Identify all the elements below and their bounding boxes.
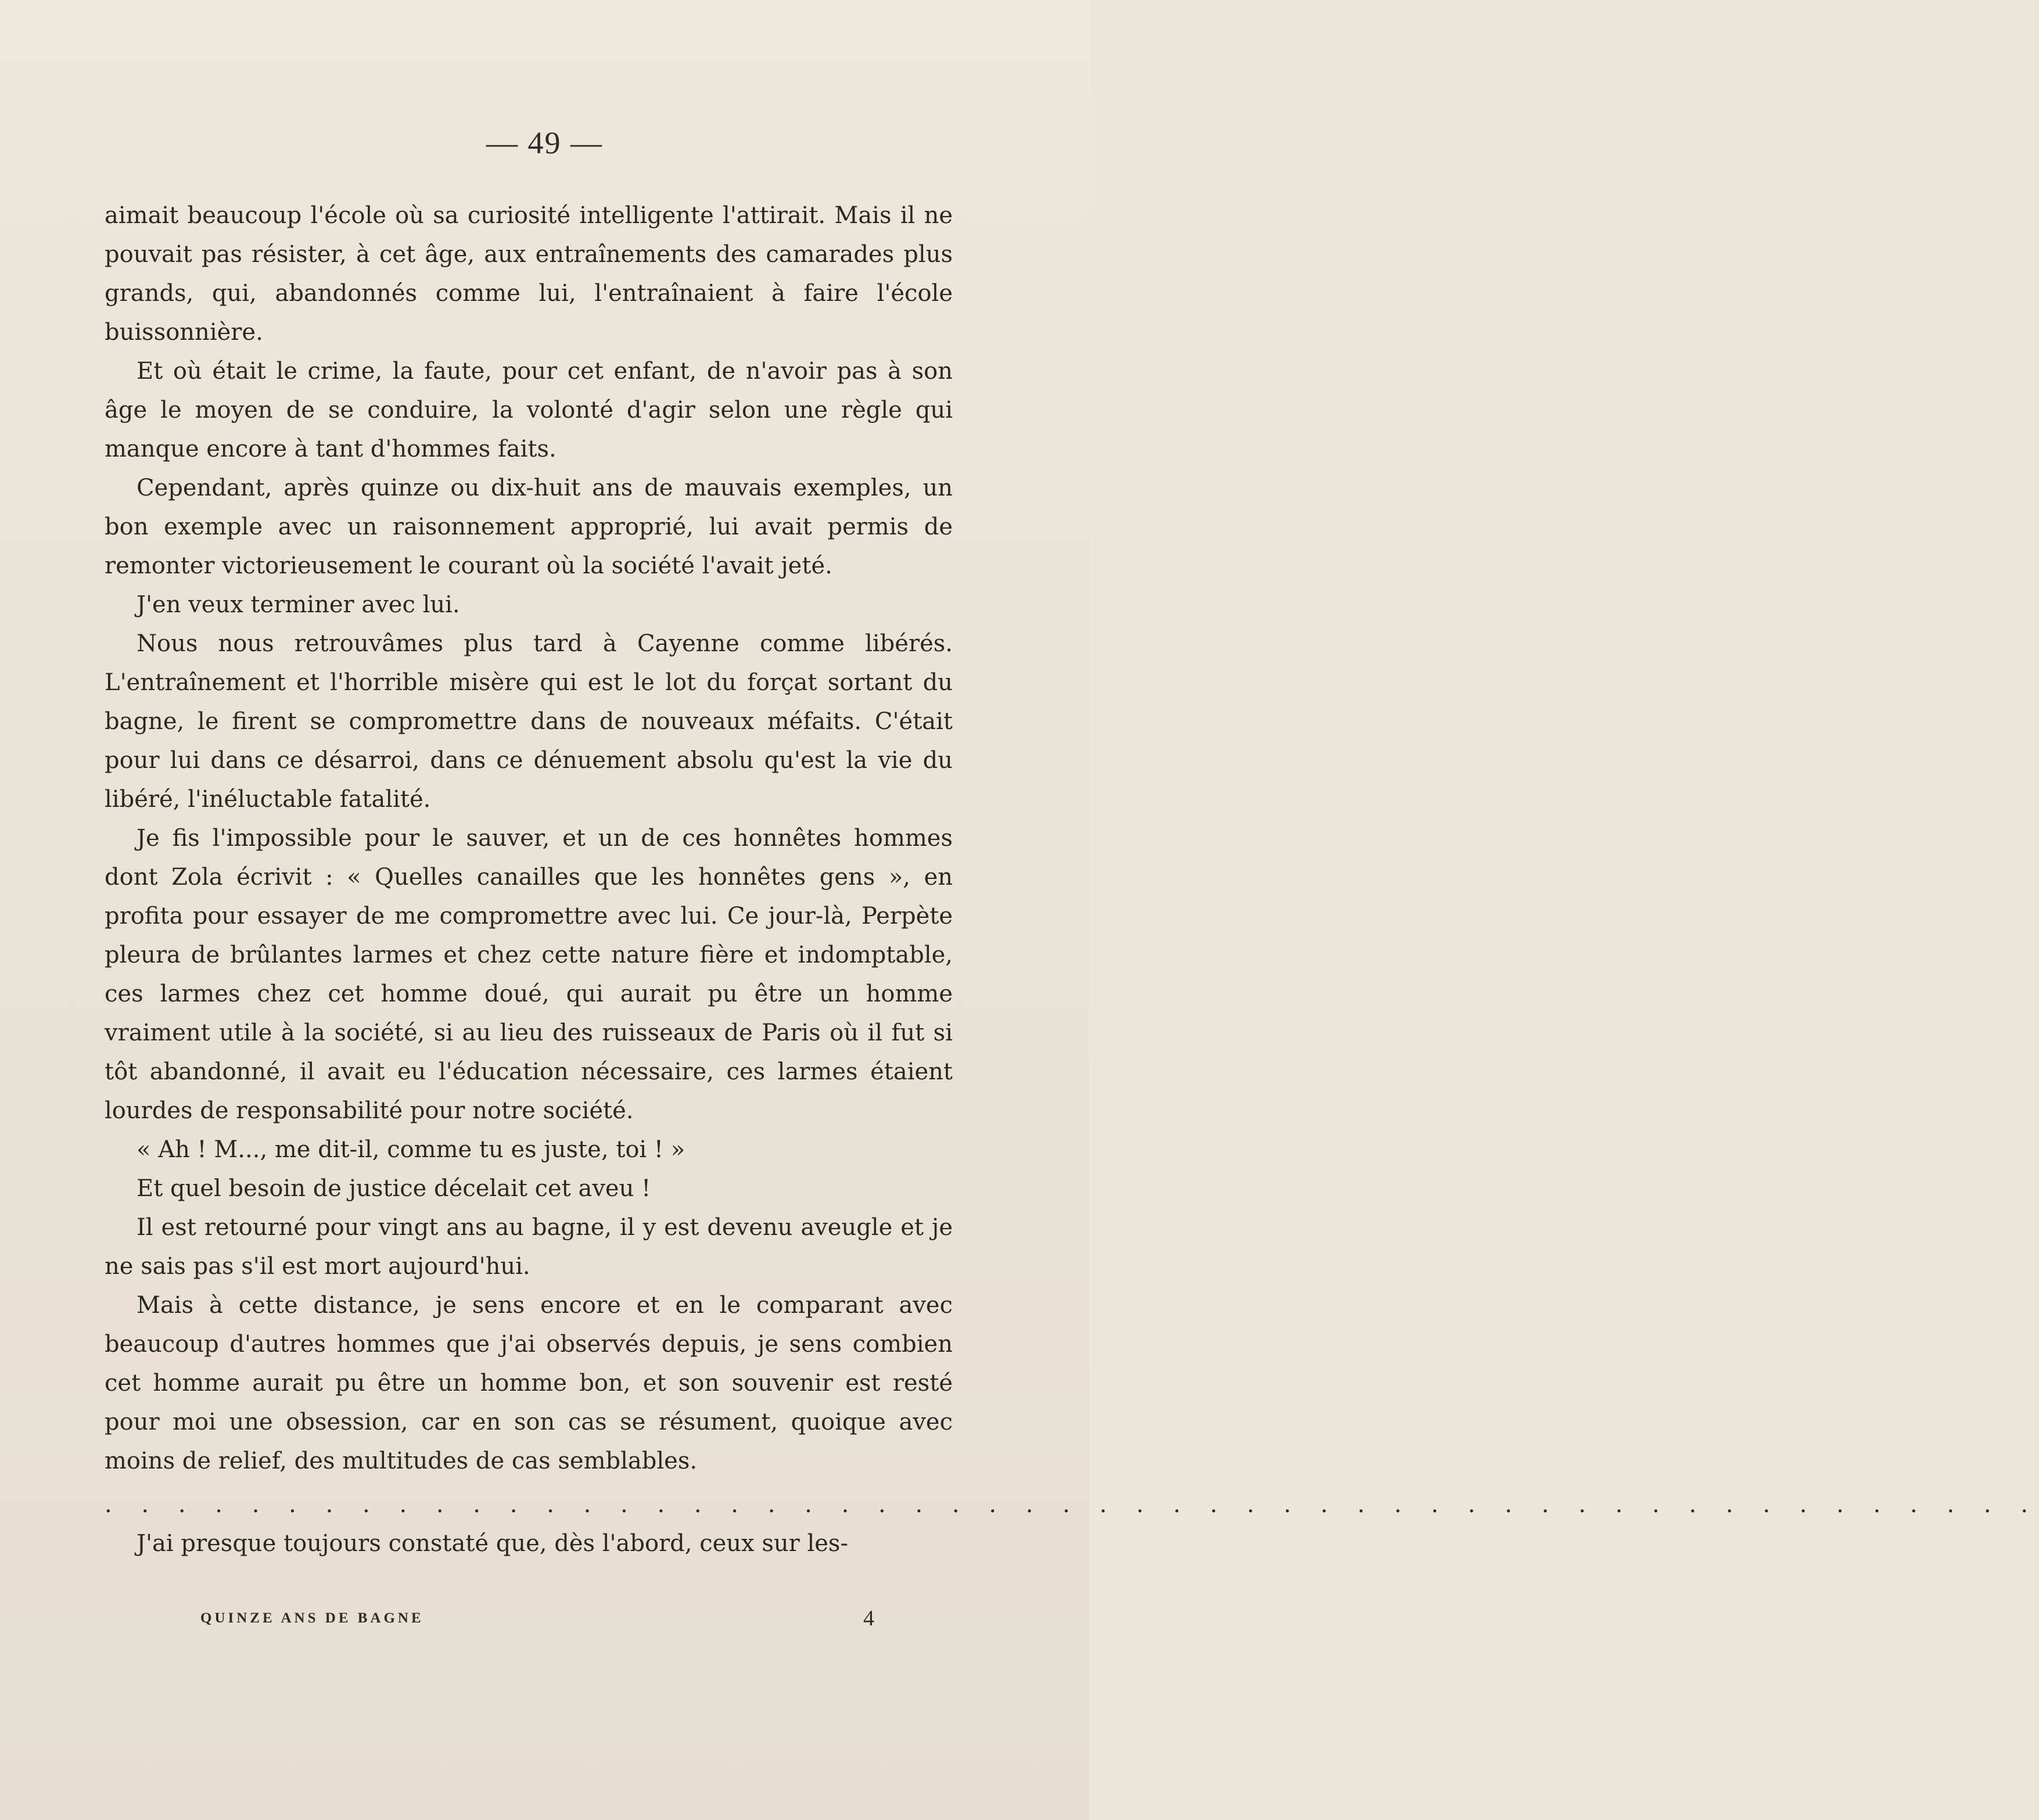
sheet-number: 4 [863, 1606, 874, 1631]
body-text [105, 196, 2039, 1563]
paragraph: J'en veux terminer avec lui. [137, 591, 460, 618]
paragraph: aimait beaucoup l'école où sa curiosité intelligente l'attirait. Mais il ne pouvait pas résister, à cet âge, aux entraînements des camarades plus grands, qui, abandonnés comme lui, l'entraînaient à faire l'école buissonnière. [105, 202, 953, 346]
paragraph: Mais à cette distance, je sens encore et en le comparant avec beaucoup d'autres hommes que j'ai observés depuis, je sens combien cet homme aurait pu être un homme bon, et son souvenir est resté pour moi une obsession, car en son cas se résument, quoique avec moins de relief, des multitudes de cas semblables. [105, 1292, 953, 1474]
paragraph: Nous nous retrouvâmes plus tard à Cayenne comme libérés. L'entraînement et l'horrible misère qui est le lot du forçat sortant du bagne, le firent se compromettre dans de nouveaux méfaits. C'était pour lui dans ce désarroi, dans ce dénuement absolu qu'est la vie du libéré, l'inéluctable fatalité. [105, 630, 953, 813]
signature-mark: QUINZE ANS DE BAGNE [200, 1610, 424, 1626]
paragraph: Cependant, après quinze ou dix-huit ans de mauvais exemples, un bon exemple avec un raisonnement approprié, lui avait permis de remonter victorieusement le courant où la société l'avait jeté. [105, 475, 953, 579]
paragraph: Et quel besoin de justice décelait cet aveu ! [137, 1175, 651, 1202]
paragraph: Je fis l'impossible pour le sauver, et un de ces honnêtes hommes dont Zola écrivit : « Quelles canailles que les honnêtes gens », en profita pour essayer de me compromettre avec lui. Ce jour-là, Perpète pleura de brûlantes larmes et chez cette nature fière et indomptable, ces larmes chez cet homme doué, qui aurait pu être un homme vraiment utile à la société, si au lieu des ruisseaux de Paris où il fut si tôt abandonné, il avait eu l'éducation nécessaire, ces larmes étaient lourdes de responsabilité pour notre société. [105, 825, 953, 1124]
paragraph: Et où était le crime, la faute, pour cet enfant, de n'avoir pas à son âge le moyen de se conduire, la volonté d'agir selon une règle qui manque encore à tant d'hommes faits. [105, 358, 953, 462]
paragraph: J'ai presque toujours constaté que, dès l'abord, ceux sur les- [137, 1530, 848, 1557]
section-separator: . . . . . . . . . . . . . . . . . . . . . . . . . . . . . . . . . . . . . . . . . . . . . . . . . . . . . [105, 1491, 2039, 1518]
paragraph: « Ah ! M..., me dit-il, comme tu es juste, toi ! » [137, 1136, 685, 1163]
page-footer [200, 1606, 874, 1631]
paragraph: Il est retourné pour vingt ans au bagne, il y est devenu aveugle et je ne sais pas s'il est mort aujourd'hui. [105, 1214, 953, 1280]
page-number: — 49 — [486, 125, 603, 160]
